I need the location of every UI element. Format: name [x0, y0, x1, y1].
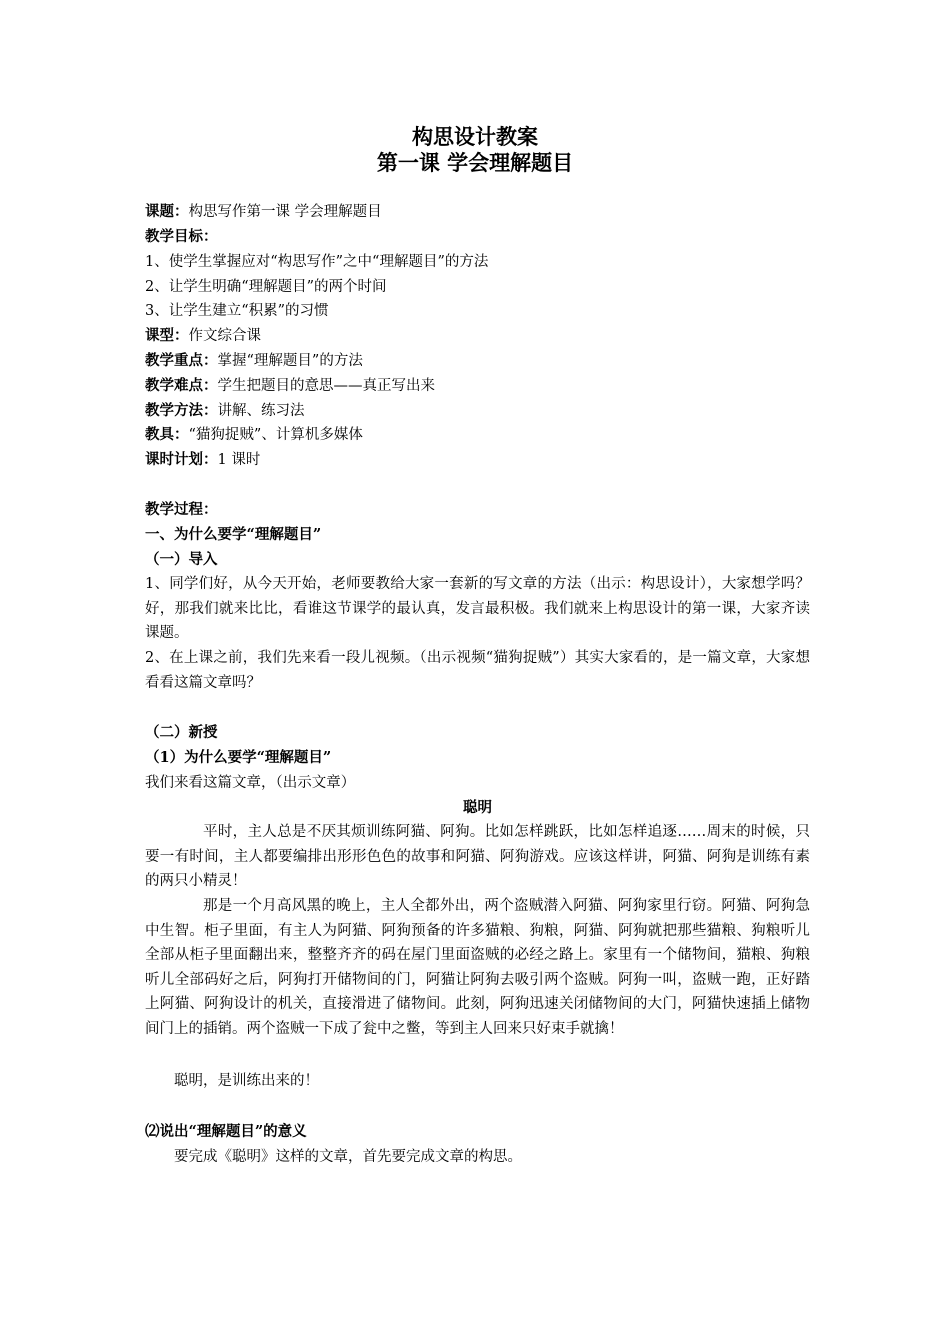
- aids-label: 教具：: [145, 426, 189, 443]
- goal-1: 1、使学生掌握应对“构思写作”之中“理解题目”的方法: [145, 254, 489, 270]
- subsection-intro: （一）导入: [145, 551, 218, 568]
- aids-value: “猫狗捉贼”、计算机多媒体: [188, 427, 363, 443]
- method-label: 教学方法：: [145, 402, 218, 419]
- subsection-why: （1）为什么要学“理解题目”: [145, 749, 332, 766]
- article-paragraph-1: 平时，主人总是不厌其烦训练阿猫、阿狗。比如怎样跳跃，比如怎样追逐……周末的时候，只要一有时间，主人都要编排出形形色色的故事和阿猫、阿狗游戏。应该这样讲，阿猫、阿狗是训练有素的两只小精灵！: [145, 824, 810, 890]
- difficulty-label: 教学难点：: [145, 377, 218, 394]
- subsection-new-lesson: （二）新授: [145, 724, 218, 741]
- article-title: 聪明: [463, 799, 492, 816]
- article-intro-line: 我们来看这篇文章，（出示文章）: [145, 775, 356, 791]
- process-label: 教学过程：: [145, 501, 218, 518]
- schedule-value: 1 课时: [217, 452, 261, 468]
- type-value: 作文综合课: [188, 328, 261, 344]
- difficulty-value: 学生把题目的意思——真正写出来: [217, 378, 435, 394]
- goal-3: 3、让学生建立“积累”的习惯: [145, 303, 329, 319]
- type-line: [145, 326, 810, 346]
- closing-paragraph: 要完成《聪明》这样的文章，首先要完成文章的构思。: [174, 1149, 522, 1165]
- schedule-label: 课时计划：: [145, 451, 218, 468]
- difficulty-line: [145, 376, 810, 396]
- focus-label: 教学重点：: [145, 352, 218, 369]
- section-heading-1: 一、为什么要学“理解题目”: [145, 526, 322, 543]
- aids-line: [145, 425, 810, 445]
- intro-paragraph-1: 1、同学们好，从今天开始，老师要教给大家一套新的写文章的方法（出示：构思设计），大家想学吗？好，那我们就来比比，看谁这节课学的最认真，发言最积极。我们就来上构思设计的第一课，大家齐读课题。: [145, 576, 810, 642]
- article-paragraph-3: 聪明，是训练出来的！: [174, 1073, 319, 1089]
- subsection-meaning: ⑵说出“理解题目”的意义: [145, 1123, 307, 1140]
- focus-value: 掌握“理解题目”的方法: [217, 353, 363, 369]
- document-title: 构思设计教案: [412, 124, 538, 149]
- type-label: 课型：: [145, 327, 189, 344]
- goal-2: 2、让学生明确“理解题目”的两个时间: [145, 279, 387, 295]
- method-line: [145, 401, 810, 421]
- lesson-title: 第一课 学会理解题目: [376, 150, 574, 175]
- schedule-line: [145, 450, 810, 470]
- intro-paragraph-2: 2、在上课之前，我们先来看一段儿视频。（出示视频“猫狗捉贼”）其实大家看的，是一篇文章，大家想看看这篇文章吗？: [145, 650, 810, 691]
- goals-label: 教学目标：: [145, 228, 218, 245]
- method-value: 讲解、练习法: [217, 403, 305, 419]
- focus-line: [145, 351, 810, 371]
- topic-value: 构思写作第一课 学会理解题目: [188, 204, 382, 220]
- article-paragraph-2: 那是一个月高风黑的晚上，主人全都外出，两个盗贼潜入阿猫、阿狗家里行窃。阿猫、阿狗急中生智。柜子里面，有主人为阿猫、阿狗预备的许多猫粮、狗粮，阿猫、阿狗就把那些猫粮、狗粮听儿全部从柜子里面翻出来，整整齐齐的码在屋门里面盗贼的必经之路上。家里有一个储物间，猫粮、狗粮听儿全部码好之后，阿狗打开储物间的门，阿猫让阿狗去吸引两个盗贼。阿狗一叫，盗贼一跑，正好踏上阿猫、阿狗设计的机关，直接滑进了储物间。此刻，阿狗迅速关闭储物间的大门，阿猫快速插上储物间门上的插销。两个盗贼一下成了瓮中之鳖，等到主人回来只好束手就擒！: [145, 898, 810, 1037]
- topic-line: [145, 202, 810, 222]
- topic-label: 课题：: [145, 203, 189, 220]
